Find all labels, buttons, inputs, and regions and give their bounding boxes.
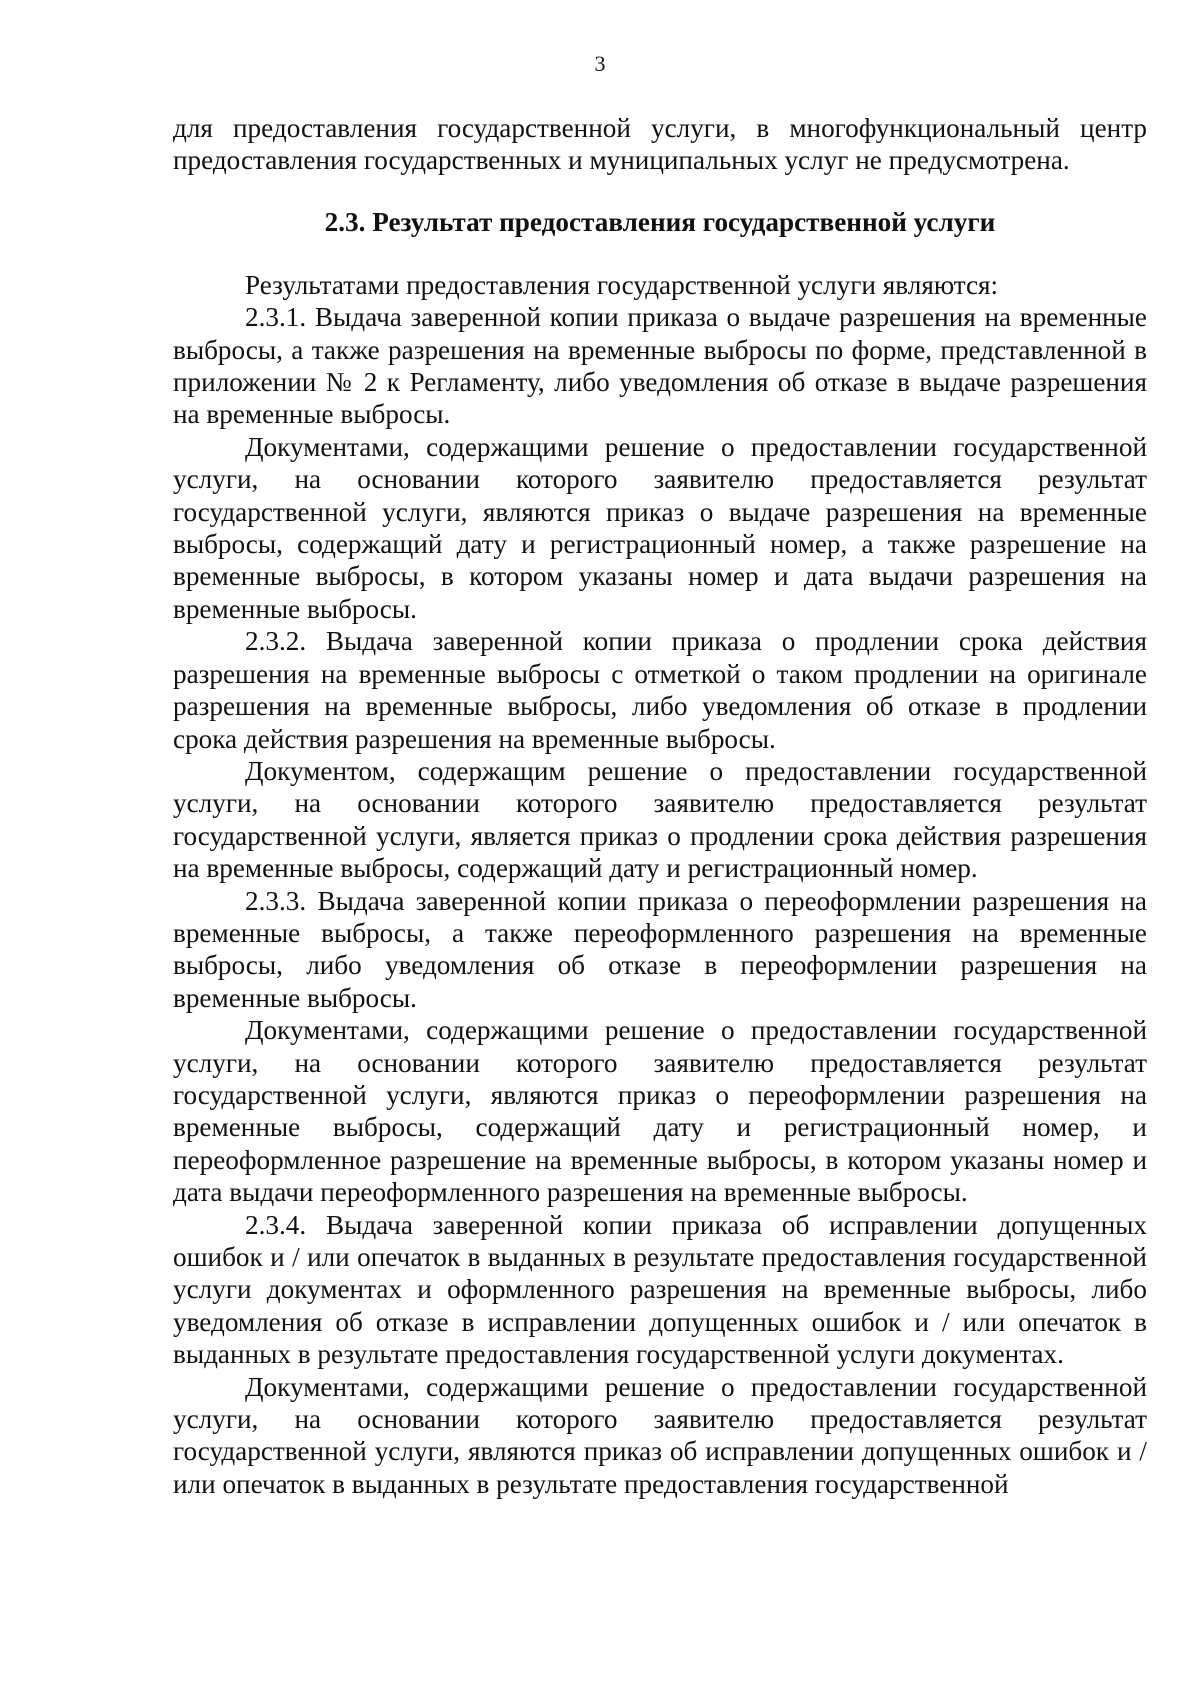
paragraph-documents-2-3-1: Документами, содержащими решение о предоставлении государственной услуги, на основании которого заявителю предоставляется результат государственной услуги, являются приказ о выдаче разрешения на временные выбросы, содержащий дату и регистрационный номер, а также разрешение на временные выбросы, в котором указаны номер и дата выдачи разрешения на временные выбросы. [173, 431, 1147, 624]
paragraph-documents-2-3-3: Документами, содержащими решение о предоставлении государственной услуги, на основании которого заявителю предоставляется результат государственной услуги, являются приказ о переоформлении разрешения на временные выбросы, содержащий дату и регистрационный номер, и переоформленное разрешение на временные выбросы, в котором указаны номер и дата выдачи переоформленного разрешения на временные выбросы. [173, 1015, 1147, 1208]
paragraph-2-3-2: 2.3.2. Выдача заверенной копии приказа о продлении срока действия разрешения на временные выбросы с отметкой о таком продлении на оригинале разрешения на временные выбросы, либо уведомления об отказе в продлении срока действия разрешения на временные выбросы. [173, 626, 1147, 754]
paragraph-document-2-3-2: Документом, содержащим решение о предоставлении государственной услуги, на основании которого заявителю предоставляется результат государственной услуги, является приказ о продлении срока действия разрешения на временные выбросы, содержащий дату и регистрационный номер. [173, 755, 1147, 884]
section-intro: Результатами предоставления государственной услуги являются: [245, 269, 999, 300]
document-body [173, 112, 1147, 1500]
continuation-paragraph: для предоставления государственной услуги, в многофункциональный центр предоставления государственных и муниципальных услуг не предусмотрена. [173, 113, 1147, 176]
section-heading: 2.3. Результат предоставления государственной услуги [324, 206, 996, 237]
paragraph-documents-2-3-4: Документами, содержащими решение о предоставлении государственной услуги, на основании которого заявителю предоставляется результат государственной услуги, являются приказ об исправлении допущенных ошибок и / или опечаток в выданных в результате предоставления государственной [173, 1371, 1147, 1499]
page-number: 3 [594, 51, 606, 76]
paragraph-2-3-4: 2.3.4. Выдача заверенной копии приказа об исправлении допущенных ошибок и / или опечаток в выданных в результате предоставления государственной услуги документах и оформленного разрешения на временные выбросы, либо уведомления об отказе в исправлении допущенных ошибок и / или опечаток в выданных в результате предоставления государственной услуги документах. [173, 1209, 1147, 1370]
paragraph-2-3-1: 2.3.1. Выдача заверенной копии приказа о выдаче разрешения на временные выбросы, а также разрешения на временные выбросы по форме, представленной в приложении № 2 к Регламенту, либо уведомления об отказе в выдаче разрешения на временные выбросы. [173, 302, 1147, 430]
paragraph-2-3-3: 2.3.3. Выдача заверенной копии приказа о переоформлении разрешения на временные выбросы, а также переоформленного разрешения на временные выбросы, либо уведомления об отказе в переоформлении разрешения на временные выбросы. [173, 885, 1147, 1013]
